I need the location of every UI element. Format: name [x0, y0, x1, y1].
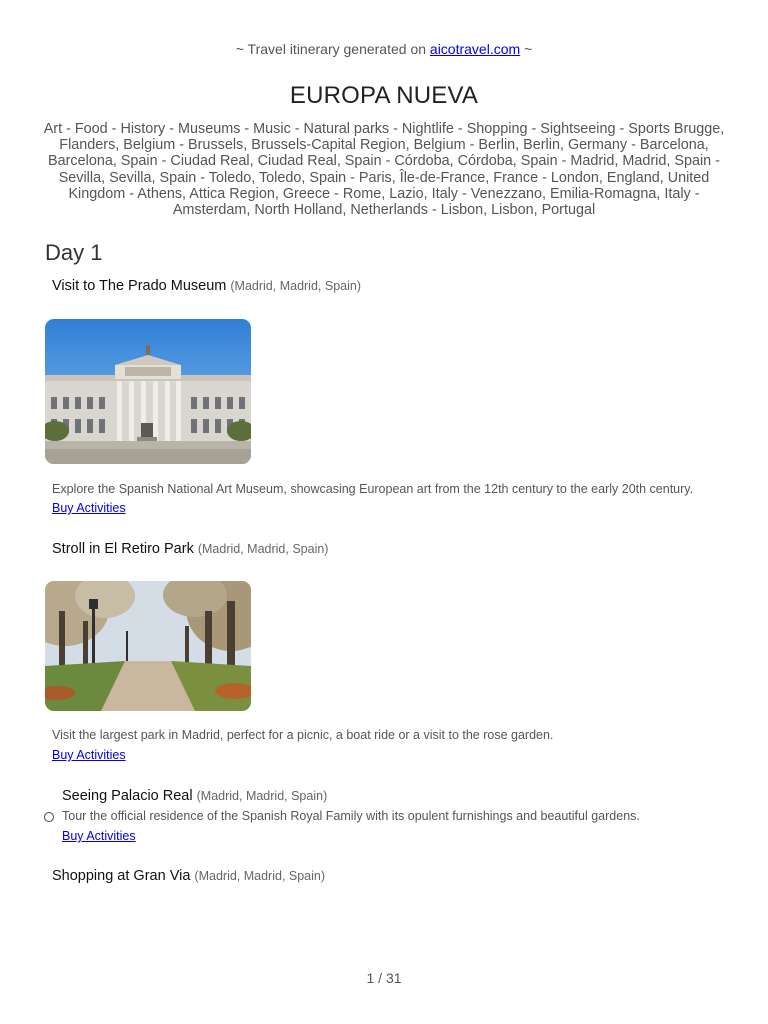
- retiro-park-photo: [45, 581, 251, 711]
- activity-name: Shopping at Gran Via: [52, 868, 191, 884]
- buy-activities-link[interactable]: Buy Activities: [62, 829, 136, 843]
- activity-name: Visit to The Prado Museum: [52, 278, 227, 294]
- activity-location: (Madrid, Madrid, Spain): [194, 869, 326, 883]
- activity-name: Stroll in El Retiro Park: [52, 541, 194, 557]
- generated-on-suffix: ~: [520, 41, 533, 57]
- aicotravel-link[interactable]: aicotravel.com: [429, 41, 521, 57]
- itinerary-title: EUROPA NUEVA: [289, 82, 479, 109]
- activity-title-retiro: [52, 541, 328, 557]
- activity-title-prado: [52, 278, 361, 294]
- generated-on-prefix: ~ Travel itinerary generated on: [235, 41, 430, 57]
- page-indicator: 1 / 31: [366, 970, 402, 986]
- activity-description: Tour the official residence of the Spanish Royal Family with its opulent furnishings and beautiful gardens.: [62, 809, 640, 823]
- prado-museum-photo: [45, 319, 251, 464]
- list-bullet-circle: [44, 812, 54, 822]
- activity-location: (Madrid, Madrid, Spain): [230, 279, 361, 293]
- generated-on-line: [0, 41, 768, 57]
- activity-name: Seeing Palacio Real: [62, 788, 193, 804]
- buy-activities-link[interactable]: Buy Activities: [52, 501, 126, 515]
- activity-location: (Madrid, Madrid, Spain): [196, 789, 328, 803]
- activity-location: (Madrid, Madrid, Spain): [197, 542, 329, 556]
- interests-and-destinations: Art - Food - History - Museums - Music - Natural parks - Nightlife - Shopping - Sightseeing - Sports Brugge, Flanders, Belgium - Brussels, Brussels-Capital Region, Belgium - Berlin, Berlin, Germany - Barcelona, Barcelona, Spain - Ciudad Real, Ciudad Real, Spain - Córdoba, Córdoba, Spain - Madrid, Madrid, Spain - Sevilla, Sevilla, Spain - Toledo, Toledo, Spain - Paris, Île-de-France, France - London, England, United Kingdom - Athens, Attica Region, Greece - Rome, Lazio, Italy - Venezzano, Emilia-Romagna, Italy - Amsterdam, North Holland, Netherlands - Lisbon, Lisbon, Portugal: [43, 121, 725, 219]
- activity-description: Visit the largest park in Madrid, perfect for a picnic, a boat ride or a visit to the rose garden.: [52, 728, 554, 742]
- day-heading: Day 1: [45, 240, 103, 265]
- buy-activities-link[interactable]: Buy Activities: [52, 748, 126, 762]
- activity-description: Explore the Spanish National Art Museum, showcasing European art from the 12th century to the early 20th century.: [52, 482, 694, 496]
- activity-title-palacio-real: [62, 788, 327, 804]
- activity-title-gran-via: [52, 868, 325, 884]
